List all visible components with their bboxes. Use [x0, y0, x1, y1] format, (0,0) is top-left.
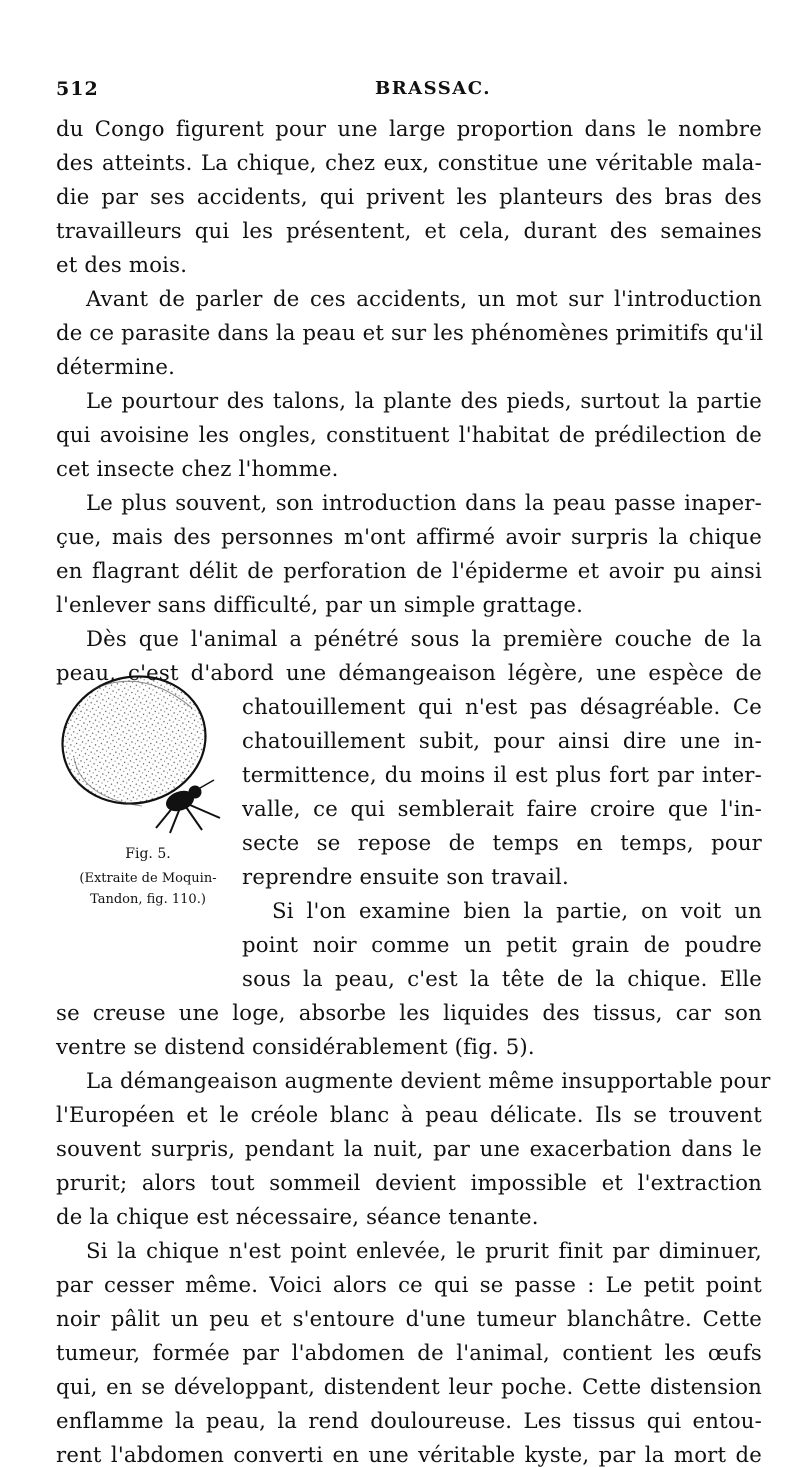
body-line: Le plus souvent, son introduction dans la peau passe inaper-	[86, 490, 762, 515]
body-line: qui, en se développant, distendent leur poche. Cette distension	[56, 1374, 762, 1399]
body-line: en flagrant délit de perforation de l'épiderme et avoir pu ainsi	[56, 558, 762, 583]
body-line: des atteints. La chique, chez eux, constitue une véritable mala-	[56, 150, 762, 175]
body-line: sous la peau, c'est la tête de la chique. Elle	[242, 966, 762, 991]
body-line: du Congo figurent pour une large proportion dans le nombre	[56, 116, 762, 141]
body-line: Si la chique n'est point enlevée, le prurit finit par diminuer,	[86, 1238, 762, 1263]
body-line: l'enlever sans difficulté, par un simple grattage.	[56, 592, 584, 617]
body-line: Si l'on examine bien la partie, on voit un	[272, 898, 762, 923]
body-line: par cesser même. Voici alors ce qui se passe : Le petit point	[56, 1272, 762, 1297]
body-line: termittence, du moins il est plus fort par inter-	[242, 762, 762, 787]
body-line: et des mois.	[56, 252, 188, 277]
body-line: die par ses accidents, qui privent les planteurs des bras des	[56, 184, 762, 209]
figure-caption: (Extraite de Moquin-	[79, 871, 217, 886]
running-head: BRASSAC.	[375, 78, 491, 99]
body-line: souvent surpris, pendant la nuit, par une exacerbation dans le	[56, 1136, 762, 1161]
body-line: cet insecte chez l'homme.	[56, 456, 339, 481]
body-line: ventre se distend considérablement (fig. 5).	[56, 1034, 535, 1059]
figure-number: Fig. 5.	[125, 846, 171, 862]
page-number: 512	[56, 78, 99, 100]
body-line: Avant de parler de ces accidents, un mot sur l'introduction	[86, 286, 762, 311]
body-line: chatouillement subit, pour ainsi dire une in-	[242, 728, 762, 753]
body-line: La démangeaison augmente devient même insupportable pour	[86, 1068, 771, 1093]
body-line: point noir comme un petit grain de poudre	[242, 932, 762, 957]
body-line: tumeur, formée par l'abdomen de l'animal, contient les œufs	[56, 1340, 762, 1365]
body-line: reprendre ensuite son travail.	[242, 864, 569, 889]
body-line: prurit; alors tout sommeil devient impossible et l'extraction	[56, 1170, 762, 1195]
body-line: l'Européen et le créole blanc à peau délicate. Ils se trouvent	[56, 1102, 762, 1127]
body-line: travailleurs qui les présentent, et cela, durant des semaines	[56, 218, 762, 243]
body-line: Le pourtour des talons, la plante des pieds, surtout la partie	[86, 388, 762, 413]
body-line: çue, mais des personnes m'ont affirmé avoir surpris la chique	[56, 524, 762, 549]
body-line: rent l'abdomen converti en une véritable kyste, par la mort de	[56, 1442, 762, 1467]
chigoe-flea-illustration	[52, 668, 232, 843]
body-line: peau, c'est d'abord une démangeaison légère, une espèce de	[56, 660, 762, 685]
body-line: détermine.	[56, 354, 176, 379]
body-line: Dès que l'animal a pénétré sous la première couche de la	[86, 626, 762, 651]
body-line: secte se repose de temps en temps, pour	[242, 830, 762, 855]
figure-caption: Tandon, fig. 110.)	[90, 892, 206, 907]
body-line: valle, ce qui semblerait faire croire que l'in-	[242, 796, 762, 821]
body-line: chatouillement qui n'est pas désagréable. Ce	[242, 694, 762, 719]
body-line: enflamme la peau, la rend douloureuse. Les tissus qui entou-	[56, 1408, 762, 1433]
body-line: noir pâlit un peu et s'entoure d'une tumeur blanchâtre. Cette	[56, 1306, 762, 1331]
page-header	[56, 78, 762, 108]
body-line: qui avoisine les ongles, constituent l'habitat de prédilection de	[56, 422, 762, 447]
body-line: de la chique est nécessaire, séance tenante.	[56, 1204, 539, 1229]
body-line: se creuse une loge, absorbe les liquides des tissus, car son	[56, 1000, 762, 1025]
body-line: de ce parasite dans la peau et sur les phénomènes primitifs qu'il	[56, 320, 764, 345]
